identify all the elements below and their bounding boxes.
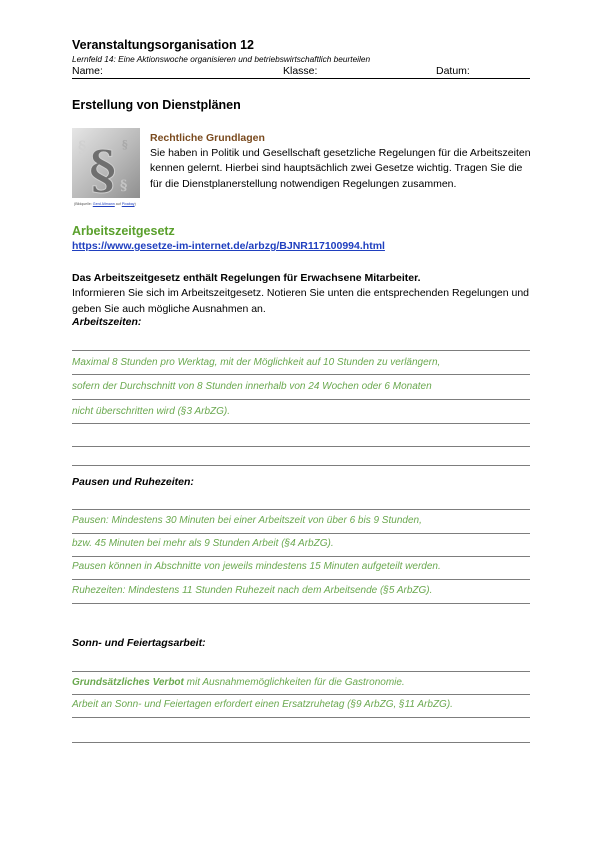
law-title: Arbeitszeitgesetz [72,224,175,238]
class-label: Klasse: [283,65,318,77]
legal-text: Sie haben in Politik und Gesellschaft gesetzliche Regelungen für die Arbeitszeiten kennen gelernt. Hierbei sind hauptsächlich zwei Gesetze wichtig. Tragen Sie die für die Dienstplanerstellung notwendigen Regelungen zusammen. [150,147,531,190]
breaks-answer-4: Ruhezeiten: Mindestens 11 Stunden Ruhezeit nach dem Arbeitsende (§5 ArbZG). [72,585,433,596]
paragraph-image [72,128,140,198]
svg-text:§: § [120,178,128,194]
answer-line [72,742,530,743]
date-label: Datum: [436,65,470,77]
answer-line [72,465,530,466]
answer-line [72,671,530,672]
document-subtitle: Lernfeld 14: Eine Aktionswoche organisieren und betriebswirtschaftlich beurteilen [72,54,371,64]
intro-text: Informieren Sie sich im Arbeitszeitgesetz. Notieren Sie unten die entsprechenden Regelungen und geben Sie auch mögliche Ausnahmen an. [72,287,530,315]
answer-line [72,533,530,534]
answer-line [72,350,530,351]
intro-block [72,271,530,317]
section-title: Erstellung von Dienstplänen [72,98,241,112]
working-hours-answer-1: Maximal 8 Stunden pro Werktag, mit der Möglichkeit auf 10 Stunden zu verlängern, [72,357,441,368]
intro-bold-text: Das Arbeitszeitgesetz enthält Regelungen für Erwachsene Mitarbeiter. [72,272,421,284]
answer-line [72,509,530,510]
svg-text:§: § [78,137,87,156]
breaks-heading: Pausen und Ruhezeiten: [72,476,194,488]
image-author-link[interactable]: Gerd Altmann [92,202,115,206]
law-url-link[interactable]: https://www.gesetze-im-internet.de/arbzg/BJNR117100994.html [72,240,385,252]
breaks-answer-1: Pausen: Mindestens 30 Minuten bei einer Arbeitszeit von über 6 bis 9 Stunden, [72,515,422,526]
answer-line [72,694,530,695]
image-source-link[interactable]: Pixabay [121,202,135,206]
image-caption: (Bildquelle: Gerd Altmann auf Pixabay) [74,202,136,206]
sunday-answer-2: Arbeit an Sonn- und Feiertagen erfordert einen Ersatzruhetag (§9 ArbZG, §11 ArbZG). [72,699,453,710]
answer-line [72,717,530,718]
answer-line [72,446,530,447]
answer-line [72,399,530,400]
document-title: Veranstaltungsorganisation 12 [72,38,254,52]
svg-text:§: § [122,138,128,151]
answer-line [72,423,530,424]
paragraph-icon [72,128,140,198]
student-info-row [72,65,530,79]
svg-text:§: § [89,140,117,198]
sunday-answer-1: Grundsätzliches Verbot mit Ausnahmemöglichkeiten für die Gastronomie. [72,677,405,688]
legal-basis-block [150,131,535,192]
legal-heading: Rechtliche Grundlagen [150,132,265,144]
working-hours-answer-3: nicht überschritten wird (§3 ArbZG). [72,406,231,417]
answer-line [72,374,530,375]
name-label: Name: [72,65,103,77]
breaks-answer-3: Pausen können in Abschnitte von jeweils mindestens 15 Minuten aufgeteilt werden. [72,561,441,572]
working-hours-heading: Arbeitszeiten: [72,316,142,328]
sunday-work-heading: Sonn- und Feiertagsarbeit: [72,637,206,649]
answer-line [72,603,530,604]
answer-line [72,556,530,557]
breaks-answer-2: bzw. 45 Minuten bei mehr als 9 Stunden Arbeit (§4 ArbZG). [72,538,334,549]
answer-line [72,579,530,580]
working-hours-answer-2: sofern der Durchschnitt von 8 Stunden innerhalb von 24 Wochen oder 6 Monaten [72,381,432,392]
